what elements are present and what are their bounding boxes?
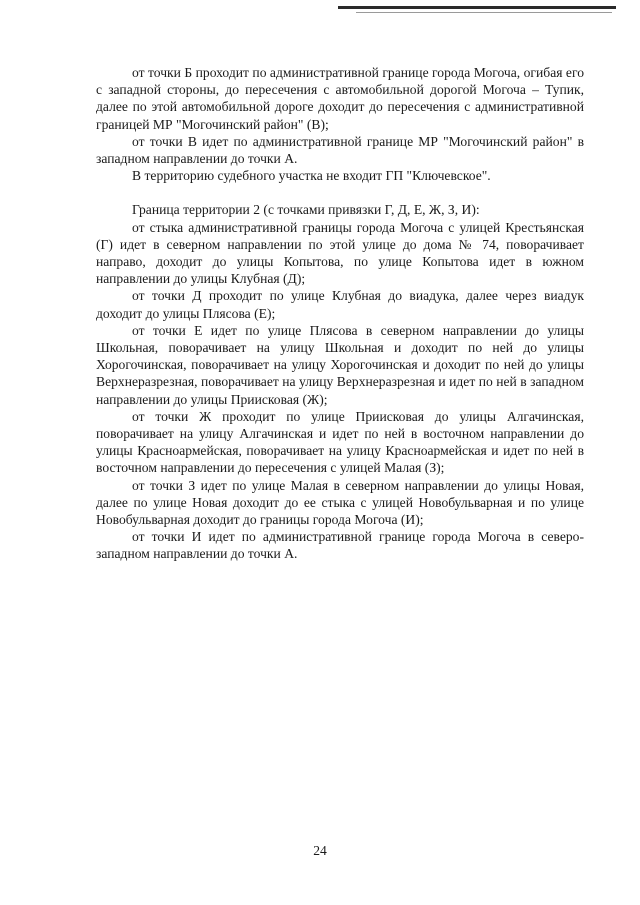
paragraph: от точки И идет по административной границе города Могоча в северо-западном направлении до точки А. (96, 529, 584, 562)
paragraph: от точки Б проходит по административной границе города Могоча, огибая его с западной стороны, до пересечения с автомобильной дорогой Могоча – Тупик, далее по этой автомобильной дороге доходит до пересечения с административной границей МР "Могочинский район" (В); (96, 65, 584, 132)
paragraph: от точки Е идет по улице Плясова в северном направлении до улицы Школьная, поворачивает на улицу Школьная и доходит по ней до улицы Хорогочинская, поворачивает на улицу Хорогочинская и доходит по ней до улицы Верхнеразрезная, поворачивает на улицу Верхнеразрезная и идет по ней в западном направлении до улицы Приисковая (Ж); (96, 322, 584, 407)
paragraph: от точки З идет по улице Малая в северном направлении до улицы Новая, далее по улице Новая доходит до ее стыка с улицей Новобульварная и по улице Новобульварная доходит до границы города Могоча (И); (96, 477, 584, 528)
paragraph: от точки Ж проходит по улице Приисковая до улицы Алгачинская, поворачивает на улицу Алгачинская и идет по ней в восточном направлении до улицы Красноармейская, поворачивает на улицу Красноармейская и идет по ней в восточном направлении до пересечения с улицей Малая (З); (96, 408, 584, 476)
paragraph: от точки В идет по административной границе МР "Могочинский район" в западном направлении до точки А. (96, 133, 584, 167)
page-number: 24 (313, 843, 327, 858)
section-heading: Граница территории 2 (с точками привязки Г, Д, Е, Ж, З, И): (132, 202, 480, 218)
paragraph: В территорию судебного участка не входит ГП "Ключевское". (132, 168, 491, 184)
document-body (96, 64, 584, 563)
top-border-line (338, 6, 616, 9)
top-border-line-thin (356, 12, 612, 13)
paragraph: от точки Д проходит по улице Клубная до виадука, далее через виадук доходит до улицы Плясова (Е); (96, 288, 584, 321)
paragraph: от стыка административной границы города Могоча с улицей Крестьянская (Г) идет в северном направлении по этой улице до дома № 74, поворачивает направо, доходит до улицы Копытова, по улице Копытова идет в южном направлении до улицы Клубная (Д); (96, 219, 584, 287)
